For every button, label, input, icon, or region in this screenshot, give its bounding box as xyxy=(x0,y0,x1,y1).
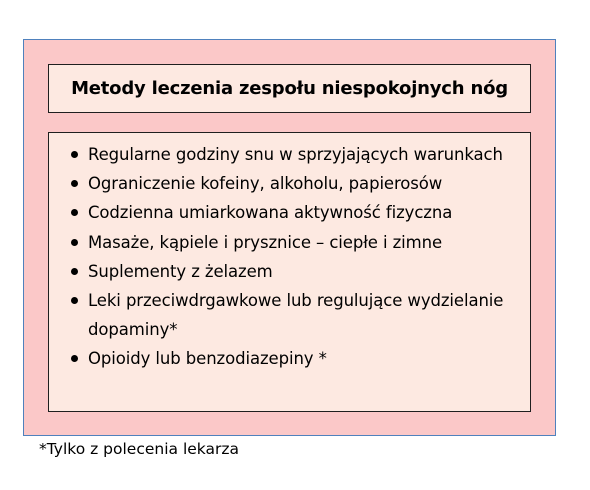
treatment-list xyxy=(71,140,521,374)
bullet-icon xyxy=(71,209,78,216)
list-item xyxy=(71,286,521,344)
bullet-icon xyxy=(71,268,78,275)
list-item xyxy=(71,169,521,198)
list-item-text: Codzienna umiarkowana aktywność fizyczna xyxy=(88,203,453,223)
list-item-text: Masaże, kąpiele i prysznice – ciepłe i zimne xyxy=(88,232,443,252)
list-item-text: Regularne godziny snu w sprzyjających warunkach xyxy=(88,145,503,164)
treatment-list-box xyxy=(48,132,531,412)
bullet-icon xyxy=(71,180,78,187)
bullet-icon xyxy=(71,355,78,362)
bullet-icon xyxy=(71,151,78,158)
diagram-title: Metody leczenia zespołu niespokojnych nóg xyxy=(71,78,508,99)
bullet-icon xyxy=(71,297,78,304)
list-item-text: Opioidy lub benzodiazepiny * xyxy=(88,349,327,369)
title-box xyxy=(48,64,531,113)
list-item xyxy=(71,257,521,286)
bullet-icon xyxy=(71,239,78,246)
list-item xyxy=(71,140,521,169)
list-item-text: Leki przeciwdrgawkowe lub regulujące wydzielanie dopaminy* xyxy=(88,291,504,340)
list-item-text: Suplementy z żelazem xyxy=(88,261,273,281)
list-item xyxy=(71,198,521,227)
list-item xyxy=(71,228,521,257)
list-item xyxy=(71,344,521,373)
footnote: *Tylko z polecenia lekarza xyxy=(39,440,240,458)
list-item-text: Ograniczenie kofeiny, alkoholu, papierosów xyxy=(88,174,443,194)
